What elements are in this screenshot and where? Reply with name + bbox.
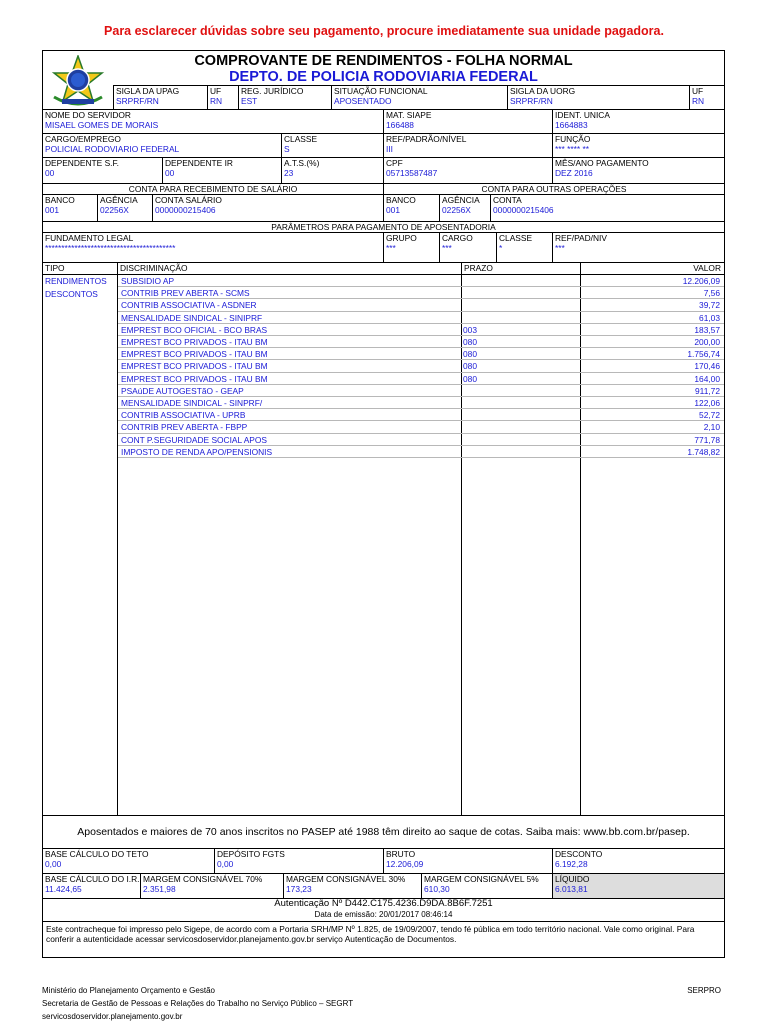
ident-unica-cell: IDENT. UNICA 1664883 bbox=[552, 109, 724, 133]
conta-outras-cell: CONTA 0000000215406 bbox=[490, 194, 724, 221]
base-teto-cell: BASE CÁLCULO DO TETO 0,00 bbox=[43, 848, 214, 873]
liquido-cell: LÍQUIDO 6.013,81 bbox=[552, 873, 724, 898]
mat-siape-cell: MAT. SIAPE 166488 bbox=[383, 109, 552, 133]
pasep-notice: Aposentados e maiores de 70 anos inscritos no PASEP até 1988 têm direito ao saque de cotas. Saiba mais: www.bb.com.br/pasep. bbox=[43, 815, 724, 848]
row-description: EMPREST BCO PRIVADOS - ITAU BM bbox=[121, 361, 268, 372]
row-valor: 170,46 bbox=[694, 361, 720, 372]
cargo-emprego-cell: CARGO/EMPREGO POLICIAL RODOVIARIO FEDERAL bbox=[43, 133, 281, 157]
deposito-fgts-cell: DEPÓSITO FGTS 0,00 bbox=[214, 848, 383, 873]
table-row bbox=[118, 287, 724, 299]
ref-pad-niv-cell: REF/PAD/NIV *** bbox=[552, 232, 724, 262]
table-row bbox=[118, 275, 724, 287]
reg-juridico-cell: REG. JURÍDICO EST bbox=[238, 85, 331, 109]
desconto-cell: DESCONTO 6.192,28 bbox=[552, 848, 724, 873]
row-valor: 1.748,82 bbox=[687, 446, 720, 457]
uf-uorg-cell: UF RN bbox=[689, 85, 724, 109]
cpf-cell: CPF 05713587487 bbox=[383, 157, 552, 183]
classe-param-cell: CLASSE * bbox=[496, 232, 552, 262]
mes-ano-pagamento-cell: MÊS/ANO PAGAMENTO DEZ 2016 bbox=[552, 157, 724, 183]
nome-servidor-cell: NOME DO SERVIDOR MISAEL GOMES DE MORAIS bbox=[43, 109, 383, 133]
parametros-header: PARÂMETROS PARA PAGAMENTO DE APOSENTADORIA bbox=[43, 221, 724, 232]
footer-serpro: SERPRO bbox=[687, 986, 721, 995]
cargo-param-cell: CARGO *** bbox=[439, 232, 496, 262]
row-valor: 183,57 bbox=[694, 324, 720, 335]
situacao-funcional-cell: SITUAÇÃO FUNCIONAL APOSENTADO bbox=[331, 85, 507, 109]
table-row bbox=[118, 360, 724, 372]
row-description: CONTRIB PREV ABERTA - FBPP bbox=[121, 422, 248, 433]
table-row bbox=[118, 446, 724, 458]
row-prazo: 080 bbox=[463, 337, 477, 347]
table-row bbox=[118, 348, 724, 360]
type-rendimentos: RENDIMENTOS bbox=[45, 276, 107, 286]
bruto-cell: BRUTO 12.206,09 bbox=[383, 848, 552, 873]
agencia-outras-cell: AGÊNCIA 02256X bbox=[439, 194, 490, 221]
footer-site: servicosdoservidor.planejamento.gov.br bbox=[42, 1012, 183, 1021]
type-labels bbox=[45, 275, 107, 300]
row-valor: 2,10 bbox=[703, 422, 720, 433]
dependente-ir-cell: DEPENDENTE IR 00 bbox=[162, 157, 281, 183]
row-prazo: 080 bbox=[463, 373, 477, 384]
funcao-cell: FUNÇÃO *** **** ** bbox=[552, 133, 724, 157]
row-description: MENSALIDADE SINDICAL - SINPRF/ bbox=[121, 398, 263, 408]
table-row bbox=[118, 421, 724, 433]
margem-30-cell: MARGEM CONSIGNÁVEL 30% 173,23 bbox=[283, 873, 421, 898]
type-descontos: DESCONTOS bbox=[45, 288, 98, 299]
conta-outras-header: CONTA PARA OUTRAS OPERAÇÕES bbox=[383, 183, 724, 194]
department-title: DEPTO. DE POLICIA RODOVIARIA FEDERAL bbox=[229, 69, 538, 85]
banco-outras-cell: BANCO 001 bbox=[383, 194, 439, 221]
row-description: CONTRIB ASSOCIATIVA - ASDNER bbox=[121, 300, 257, 311]
table-row bbox=[118, 385, 724, 397]
table-row bbox=[118, 324, 724, 336]
margem-70-cell: MARGEM CONSIGNÁVEL 70% 2.351,98 bbox=[140, 873, 283, 898]
row-valor: 61,03 bbox=[699, 312, 720, 323]
payslip-document bbox=[42, 50, 725, 958]
col-prazo-header: PRAZO bbox=[464, 263, 493, 273]
row-valor: 1.756,74 bbox=[687, 349, 720, 360]
margem-5-cell: MARGEM CONSIGNÁVEL 5% 610,30 bbox=[421, 873, 552, 898]
row-valor: 122,06 bbox=[694, 398, 720, 408]
authentication-code: Autenticação Nº D442.C175.4236.D9DA.8B6F.7251 bbox=[274, 898, 493, 909]
table-row bbox=[118, 336, 724, 348]
agencia-salario-cell: AGÊNCIA 02256X bbox=[97, 194, 152, 221]
sigla-upag-cell: SIGLA DA UPAG SRPRF/RN bbox=[113, 85, 207, 109]
grupo-cell: GRUPO *** bbox=[383, 232, 439, 262]
page-footer bbox=[42, 984, 725, 1023]
row-valor: 7,56 bbox=[703, 288, 720, 299]
legal-note: Este contracheque foi impresso pelo Sigepe, de acordo com a Portaria SRH/MP Nº 1.825, de 19/09/2007, tendo fé pública em todo território nacional. Vale como original. Para conferir a autenticidade acessar servicosdoservidor.planejamento.gov.br serviço Autenticação de Documentos. bbox=[43, 921, 724, 958]
row-valor: 12.206,09 bbox=[682, 276, 720, 286]
row-description: CONTRIB ASSOCIATIVA - UPRB bbox=[121, 410, 246, 421]
col-tipo-header: TIPO bbox=[45, 263, 65, 273]
row-description: CONT P.SEGURIDADE SOCIAL APOS bbox=[121, 434, 267, 445]
ats-cell: A.T.S.(%) 23 bbox=[281, 157, 383, 183]
row-description: PSAúDE AUTOGESTãO - GEAP bbox=[121, 385, 244, 396]
row-valor: 911,72 bbox=[695, 385, 720, 396]
conta-salario-cell: CONTA SALÁRIO 0000000215406 bbox=[152, 194, 383, 221]
table-row bbox=[118, 312, 724, 324]
table-row bbox=[118, 409, 724, 421]
row-valor: 39,72 bbox=[699, 300, 720, 311]
row-valor: 200,00 bbox=[694, 337, 720, 347]
sigla-uorg-cell: SIGLA DA UORG SRPRF/RN bbox=[507, 85, 689, 109]
row-description: IMPOSTO DE RENDA APO/PENSIONIS bbox=[121, 446, 273, 457]
row-prazo: 080 bbox=[463, 361, 477, 372]
row-description: MENSALIDADE SINDICAL - SINIPRF bbox=[121, 312, 263, 323]
document-title: COMPROVANTE DE RENDIMENTOS - FOLHA NORMAL bbox=[194, 53, 573, 69]
conta-salario-header: CONTA PARA RECEBIMENTO DE SALÁRIO bbox=[43, 183, 383, 194]
uf-cell: UF RN bbox=[207, 85, 238, 109]
fundamento-legal-cell: FUNDAMENTO LEGAL **************************************** bbox=[43, 232, 383, 262]
footer-ministry: Ministério do Planejamento Orçamento e Gestão bbox=[42, 986, 215, 995]
col-valor-header: VALOR bbox=[693, 263, 721, 273]
earnings-deductions-table bbox=[43, 262, 724, 815]
row-description: CONTRIB PREV ABERTA - SCMS bbox=[121, 288, 250, 299]
row-prazo: 003 bbox=[463, 324, 477, 335]
table-row bbox=[118, 434, 724, 446]
banco-salario-cell: BANCO 001 bbox=[43, 194, 97, 221]
table-row bbox=[118, 373, 724, 385]
footer-secretaria: Secretaria de Gestão de Pessoas e Relações do Trabalho no Serviço Público – SEGRT bbox=[42, 999, 354, 1008]
row-description: EMPREST BCO PRIVADOS - ITAU BM bbox=[121, 337, 268, 347]
row-valor: 771,78 bbox=[694, 434, 720, 445]
ref-padrao-cell: REF/PADRÃO/NÍVEL III bbox=[383, 133, 552, 157]
base-ir-cell: BASE CÁLCULO DO I.R. 11.424,65 bbox=[43, 873, 140, 898]
row-description: EMPREST BCO OFICIAL - BCO BRAS bbox=[121, 324, 268, 335]
col-discriminacao-header: DISCRIMINAÇÃO bbox=[120, 263, 188, 273]
row-description: EMPREST BCO PRIVADOS - ITAU BM bbox=[121, 349, 268, 360]
emission-date: Data de emissão: 20/01/2017 08:46:14 bbox=[314, 910, 453, 919]
classe-cell: CLASSE S bbox=[281, 133, 383, 157]
table-row bbox=[118, 397, 724, 409]
row-prazo: 080 bbox=[463, 349, 477, 360]
dependente-sf-cell: DEPENDENTE S.F. 00 bbox=[43, 157, 162, 183]
row-description: EMPREST BCO PRIVADOS - ITAU BM bbox=[121, 373, 268, 384]
row-valor: 52,72 bbox=[699, 410, 720, 421]
row-description: SUBSIDIO AP bbox=[121, 276, 175, 286]
row-valor: 164,00 bbox=[694, 373, 720, 384]
payment-warning: Para esclarecer dúvidas sobre seu pagamento, procure imediatamente sua unidade pagadora. bbox=[104, 24, 664, 38]
table-row bbox=[118, 299, 724, 311]
